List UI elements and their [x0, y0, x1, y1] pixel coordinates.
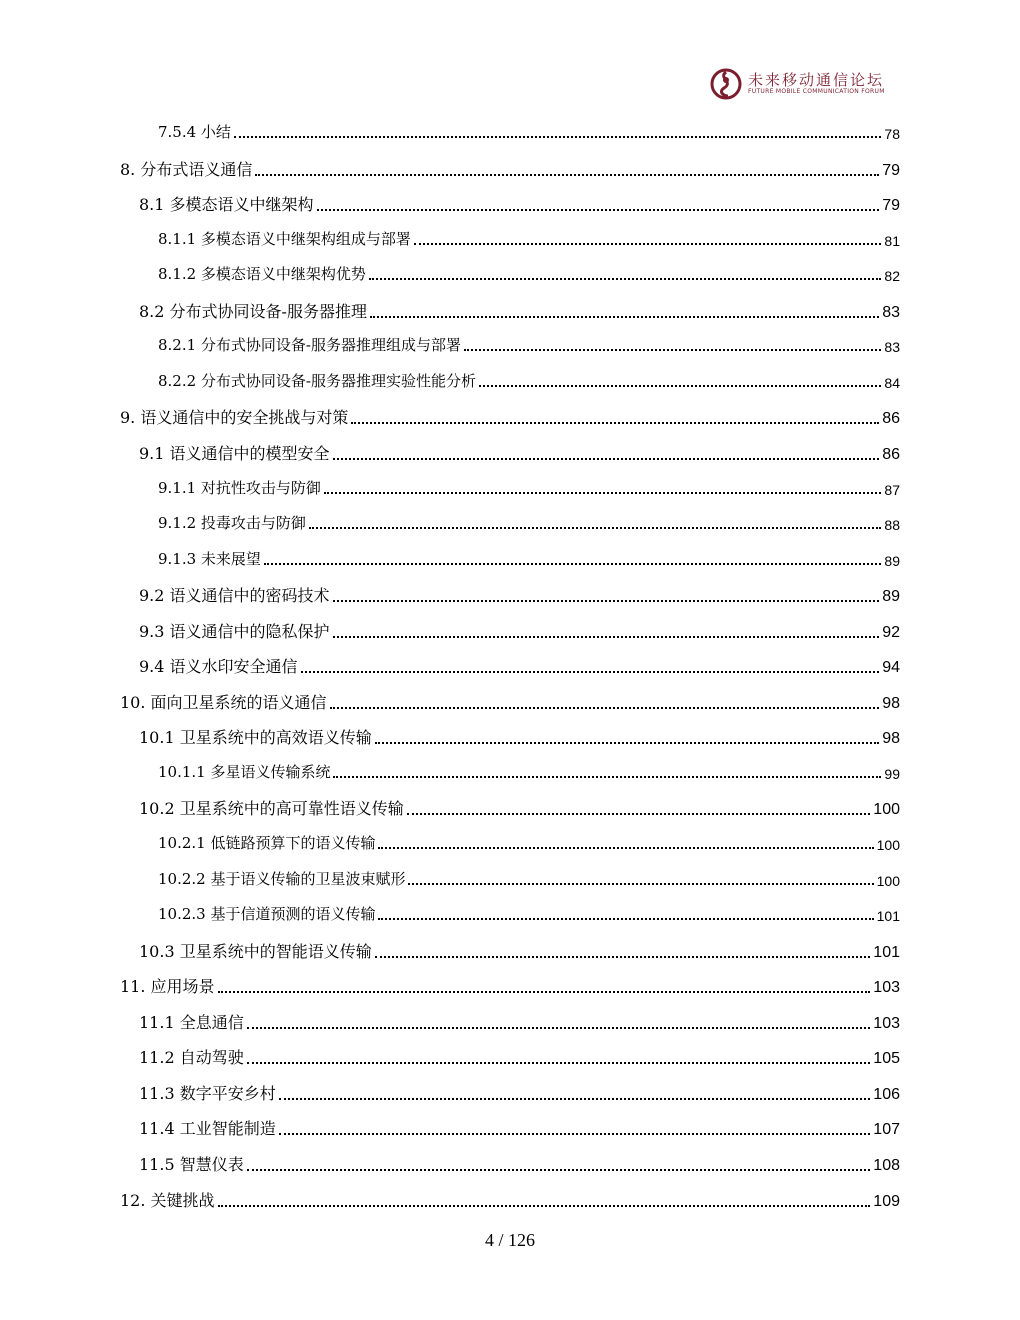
- toc-entry-page: 86: [882, 410, 900, 428]
- toc-entry[interactable]: [120, 157, 900, 180]
- toc-entry-page: 87: [884, 481, 900, 498]
- toc-entry-title: 11. 应用场景: [120, 977, 215, 997]
- toc-dot-leader: [369, 278, 881, 280]
- toc-entry[interactable]: [158, 548, 900, 569]
- toc-entry-title: 7.5.4 小结: [158, 123, 231, 141]
- toc-entry[interactable]: [120, 690, 900, 713]
- toc-entry[interactable]: [139, 1045, 900, 1068]
- toc-entry-page: 109: [873, 1192, 900, 1210]
- toc-entry-page: 103: [873, 1014, 900, 1032]
- toc-entry[interactable]: [158, 370, 900, 391]
- toc-dot-leader: [247, 1169, 871, 1171]
- toc-entry[interactable]: [158, 228, 900, 249]
- toc-entry-page: 89: [882, 588, 900, 606]
- toc-entry[interactable]: [139, 192, 900, 215]
- toc-entry-title: 10.1 卫星系统中的高效语义传输: [139, 728, 372, 748]
- toc-entry[interactable]: [139, 1152, 900, 1175]
- toc-dot-leader: [378, 847, 873, 849]
- toc-dot-leader: [408, 883, 873, 885]
- toc-entry[interactable]: [139, 654, 900, 677]
- toc-entry-page: 79: [882, 161, 900, 179]
- toc-entry-title: 11.4 工业智能制造: [139, 1119, 276, 1139]
- toc-entry[interactable]: [158, 334, 900, 355]
- toc-entry-page: 81: [884, 232, 900, 249]
- toc-entry-page: 105: [873, 1050, 900, 1068]
- toc-entry-title: 11.5 智慧仪表: [139, 1154, 244, 1174]
- toc-entry[interactable]: [139, 441, 900, 464]
- toc-dot-leader: [317, 209, 880, 211]
- toc-dot-leader: [264, 563, 881, 565]
- toc-entry-title: 9.1.1 对抗性攻击与防御: [158, 478, 321, 497]
- toc-dot-leader: [234, 136, 881, 138]
- toc-dot-leader: [414, 243, 881, 245]
- toc-entry[interactable]: [139, 583, 900, 606]
- toc-entry-title: 8. 分布式语义通信: [120, 159, 253, 179]
- toc-entry[interactable]: [139, 619, 900, 642]
- toc-entry-title: 11.1 全息通信: [139, 1012, 244, 1032]
- toc-dot-leader: [330, 707, 880, 709]
- toc-entry[interactable]: [158, 868, 900, 889]
- toc-dot-leader: [351, 422, 879, 424]
- toc-dot-leader: [464, 349, 881, 351]
- toc-entry-title: 10.3 卫星系统中的智能语义传输: [139, 941, 372, 961]
- toc-entry-title: 11.2 自动驾驶: [139, 1048, 244, 1068]
- toc-dot-leader: [333, 636, 880, 638]
- toc-dot-leader: [378, 918, 873, 920]
- toc-entry[interactable]: [120, 974, 900, 997]
- toc-entry-page: 84: [884, 374, 900, 391]
- toc-entry[interactable]: [158, 512, 900, 533]
- toc-entry-title: 9.1.3 未来展望: [158, 549, 261, 568]
- toc-entry[interactable]: [139, 1116, 900, 1139]
- toc-entry-page: 107: [873, 1121, 900, 1139]
- toc-entry[interactable]: [139, 939, 900, 962]
- toc-entry-title: 9.4 语义水印安全通信: [139, 657, 298, 677]
- toc-entry-page: 86: [882, 445, 900, 463]
- toc-entry-title: 8.2.1 分布式协同设备-服务器推理组成与部署: [158, 336, 462, 355]
- toc-entry-title: 8.2.2 分布式协同设备-服务器推理实验性能分析: [158, 371, 477, 390]
- toc-dot-leader: [218, 991, 871, 993]
- toc-entry-page: 89: [884, 552, 900, 569]
- toc-entry[interactable]: [120, 1188, 900, 1211]
- toc-dot-leader: [375, 742, 879, 744]
- toc-entry-title: 10. 面向卫星系统的语义通信: [120, 692, 327, 712]
- toc-entry-page: 98: [882, 730, 900, 748]
- toc-entry-page: 99: [884, 765, 900, 782]
- toc-dot-leader: [324, 492, 881, 494]
- toc-entry-page: 94: [882, 659, 900, 677]
- toc-entry-title: 9. 语义通信中的安全挑战与对策: [120, 408, 349, 428]
- toc-entry-title: 8.1.1 多模态语义中继架构组成与部署: [158, 229, 411, 248]
- toc-entry-title: 9.2 语义通信中的密码技术: [139, 586, 330, 606]
- toc-entry[interactable]: [139, 1081, 900, 1104]
- toc-entry[interactable]: [158, 761, 900, 782]
- toc-entry[interactable]: [139, 725, 900, 748]
- toc-dot-leader: [333, 600, 880, 602]
- toc-dot-leader: [370, 316, 879, 318]
- page-number: 4 / 126: [484, 1230, 535, 1250]
- toc-dot-leader: [375, 956, 871, 958]
- toc-entry-title: 12. 关键挑战: [120, 1190, 215, 1210]
- toc-entry-title: 10.2 卫星系统中的高可靠性语义传输: [139, 799, 404, 819]
- toc-entry-page: 78: [884, 126, 900, 142]
- toc-dot-leader: [218, 1205, 871, 1207]
- toc-entry[interactable]: [158, 477, 900, 498]
- logo-chinese-text: 未来移动通信论坛: [748, 71, 885, 89]
- toc-entry[interactable]: [120, 405, 900, 428]
- toc-entry-page: 103: [873, 979, 900, 997]
- toc-entry-page: 83: [884, 339, 900, 356]
- toc-entry-title: 10.1.1 多星语义传输系统: [158, 762, 331, 781]
- toc-entry-page: 100: [876, 872, 900, 889]
- toc-dot-leader: [407, 813, 871, 815]
- toc-entry-title: 11.3 数字平安乡村: [139, 1083, 276, 1103]
- toc-entry-page: 101: [876, 908, 900, 925]
- toc-entry-page: 82: [884, 268, 900, 285]
- toc-entry-title: 8.1 多模态语义中继架构: [139, 195, 314, 215]
- toc-entry-title: 8.1.2 多模态语义中继架构优势: [158, 265, 366, 284]
- toc-entry-title: 9.1 语义通信中的模型安全: [139, 443, 330, 463]
- toc-dot-leader: [333, 458, 880, 460]
- toc-dot-leader: [333, 776, 881, 778]
- toc-entry[interactable]: [158, 263, 900, 284]
- toc-entry-page: 83: [882, 303, 900, 321]
- toc-dot-leader: [247, 1027, 871, 1029]
- toc-entry[interactable]: [158, 903, 900, 924]
- toc-dot-leader: [247, 1062, 871, 1064]
- toc-entry-page: 79: [882, 197, 900, 215]
- toc-entry-title: 10.2.1 低链路预算下的语义传输: [158, 834, 376, 852]
- toc-dot-leader: [301, 671, 880, 673]
- toc-entry[interactable]: [139, 796, 900, 819]
- toc-entry-page: 92: [882, 623, 900, 641]
- toc-entry-page: 98: [882, 694, 900, 712]
- toc-dot-leader: [279, 1098, 871, 1100]
- toc-entry-title: 9.1.2 投毒攻击与防御: [158, 514, 306, 533]
- toc-entry-page: 106: [873, 1085, 900, 1103]
- toc-entry-page: 100: [876, 837, 900, 853]
- toc-entry-title: 8.2 分布式协同设备-服务器推理: [139, 301, 367, 321]
- toc-entry[interactable]: [158, 832, 900, 853]
- toc-entry-page: 88: [884, 517, 900, 534]
- toc-entry[interactable]: [139, 1010, 900, 1033]
- toc-dot-leader: [309, 527, 881, 529]
- toc-entry-title: 10.2.3 基于信道预测的语义传输: [158, 905, 376, 924]
- toc-entry-page: 108: [873, 1156, 900, 1174]
- toc-entry-page: 101: [873, 943, 900, 961]
- toc-dot-leader: [279, 1133, 871, 1135]
- toc-dot-leader: [479, 385, 881, 387]
- toc-entry-title: 10.2.2 基于语义传输的卫星波束赋形: [158, 869, 406, 888]
- toc-entry-title: 9.3 语义通信中的隐私保护: [139, 621, 330, 641]
- logo-english-text: FUTURE MOBILE COMMUNICATION FORUM: [748, 88, 885, 95]
- toc-entry[interactable]: [139, 299, 900, 322]
- toc-dot-leader: [255, 174, 879, 176]
- toc-entry-page: 100: [873, 801, 900, 819]
- toc-entry[interactable]: [158, 121, 900, 142]
